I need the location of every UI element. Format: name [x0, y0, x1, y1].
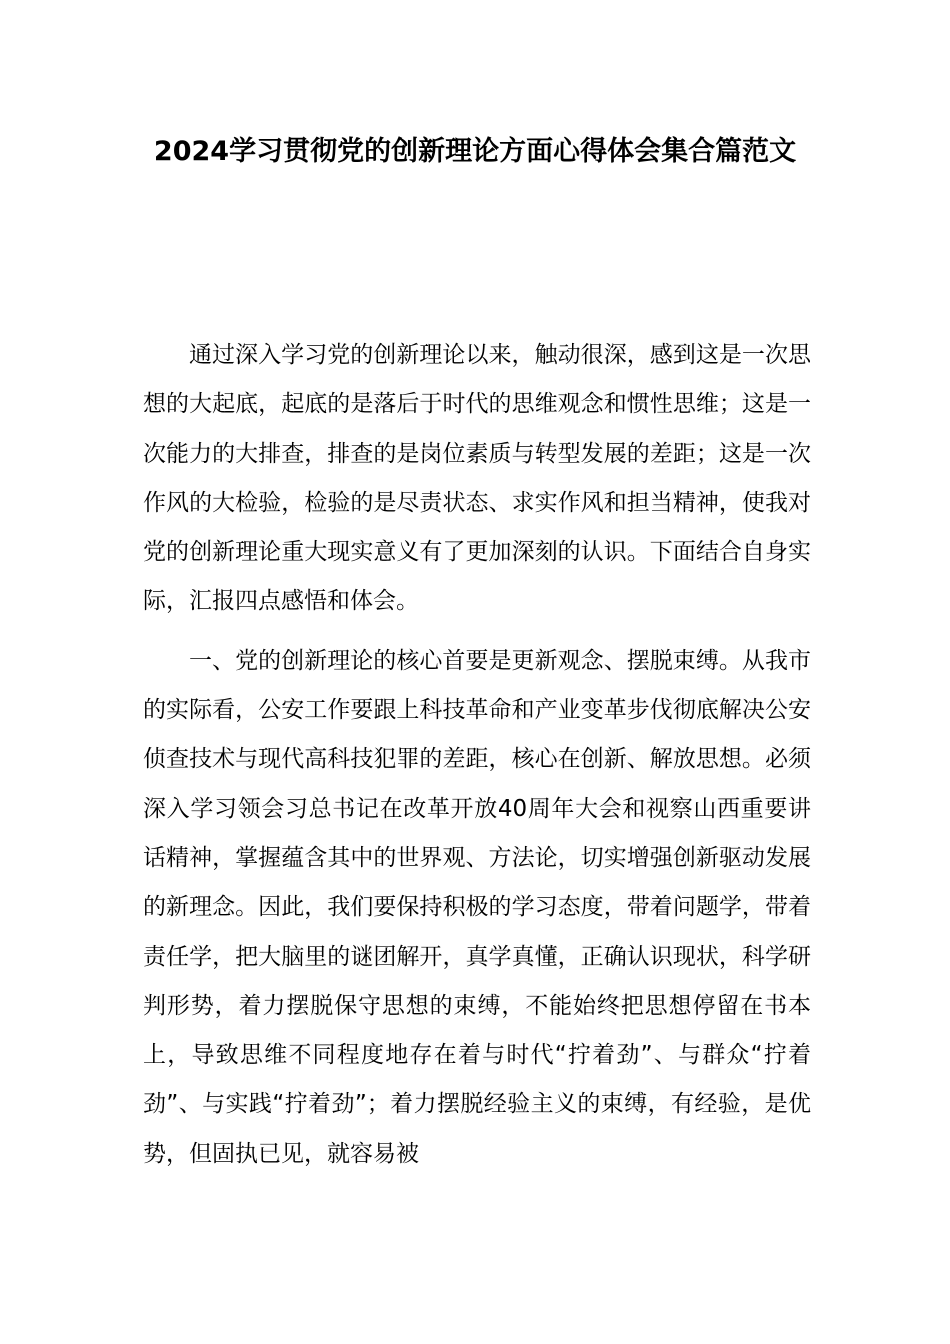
- document-body: [143, 331, 811, 1179]
- document-title: 2024学习贯彻党的创新理论方面心得体会集合篇范文: [153, 136, 797, 167]
- paragraph-section-one: 一、党的创新理论的核心首要是更新观念、摆脱束缚。从我市的实际看，公安工作要跟上科技革命和产业变革步伐彻底解决公安侦查技术与现代高科技犯罪的差距，核心在创新、解放思想。必须深入学习领会习总书记在改革开放40周年大会和视察山西重要讲话精神，掌握蕴含其中的世界观、方法论，切实增强创新驱动发展的新理念。因此，我们要保持积极的学习态度，带着问题学，带着责任学，把大脑里的谜团解开，真学真懂，正确认识现状，科学研判形势，着力摆脱保守思想的束缚，不能始终把思想停留在书本上，导致思维不同程度地存在着与时代“拧着劲”、与群众“拧着劲”、与实践“拧着劲”；着力摆脱经验主义的束缚，有经验，是优势，但固执已见，就容易被: [143, 647, 811, 1167]
- paragraph-intro: 通过深入学习党的创新理论以来，触动很深，感到这是一次思想的大起底，起底的是落后于时代的思维观念和惯性思维；这是一次能力的大排查，排查的是岗位素质与转型发展的差距；这是一次作风的大检验，检验的是尽责状态、求实作风和担当精神，使我对党的创新理论重大现实意义有了更加深刻的认识。下面结合自身实际，汇报四点感悟和体会。: [143, 342, 811, 615]
